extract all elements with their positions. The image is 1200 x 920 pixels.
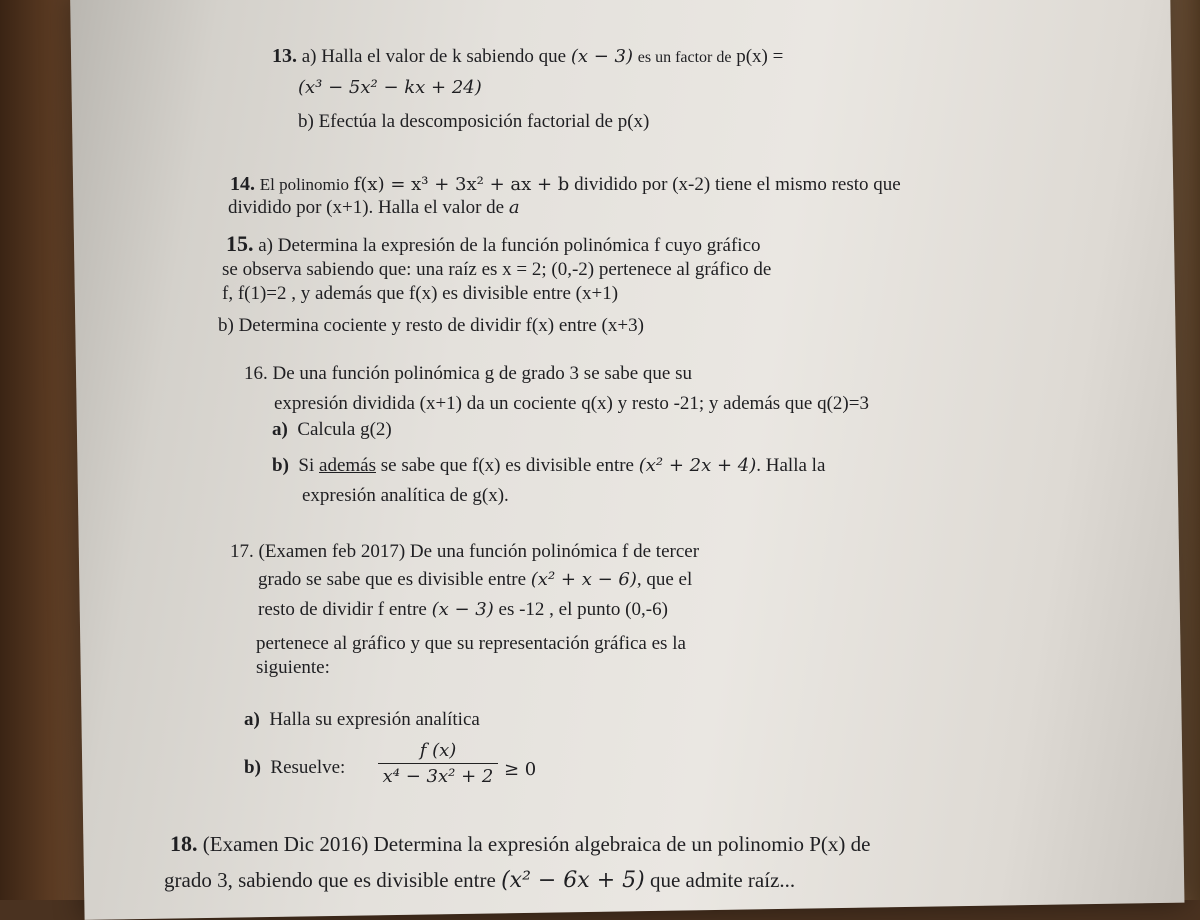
problem-16-b-end: . Halla la	[756, 455, 826, 476]
problem-18-line-2-end: que admite raíz...	[649, 868, 796, 892]
problem-16-line-last: expresión analítica de g(x).	[302, 485, 509, 506]
problem-17-line-2	[258, 568, 692, 592]
problem-17-line-2-end: , que el	[636, 569, 693, 590]
problem-16-line-1: 16. De una función polinómica g de grado 3 se sabe que su	[244, 363, 692, 384]
problem-17-numerator: f (x)	[419, 740, 457, 761]
problem-17-line-3-poly: (x − 3)	[431, 599, 494, 620]
problem-15-line-4: b) Determina cociente y resto de dividir f(x) entre (x+3)	[218, 315, 644, 336]
problem-16-a-text: Calcula g(2)	[297, 419, 392, 440]
problem-13-polynomial: (x³ − 5x² − kx + 24)	[298, 77, 482, 98]
problem-16-line-2: expresión dividida (x+1) da un cociente q(x) y resto -21; y además que q(2)=3	[274, 393, 869, 414]
problem-13-a-mid: es un factor de	[637, 49, 732, 66]
problem-16-b-poly: (x² + 2x + 4)	[638, 455, 757, 476]
problem-16-b-ademas: además	[319, 455, 376, 476]
problem-16-b-label: b)	[272, 455, 289, 476]
problem-17-b	[244, 756, 345, 780]
problem-17-a-text: Halla su expresión analítica	[269, 709, 480, 730]
problem-13-number: 13.	[272, 45, 297, 67]
problem-14-fx: f(x) = x³ + 3x² + ax + b	[353, 174, 570, 195]
problem-18-line-2	[164, 868, 795, 893]
problem-17-inequality: ≥ 0	[504, 759, 537, 780]
problem-13-px: p(x) =	[736, 46, 784, 67]
problem-17-fraction	[378, 740, 498, 787]
problem-18-number: 18.	[170, 831, 198, 856]
problem-16-a-label: a)	[272, 419, 288, 440]
problem-17-b-label: b)	[244, 757, 261, 778]
problem-13-b: b) Efectúa la descomposición factorial de p(x)	[298, 111, 650, 132]
problem-16-b-text: se sabe que f(x) es divisible entre	[380, 455, 634, 476]
problem-18-line-1	[170, 832, 870, 856]
problem-14-var: a	[508, 197, 520, 218]
problem-14-number: 14.	[230, 173, 255, 195]
problem-14-line-1-end: dividido por (x-2) tiene el mismo resto que	[574, 174, 901, 195]
problem-14-line-2	[228, 196, 520, 220]
problem-15-line-1	[226, 232, 761, 258]
problem-14-line-2-text: dividido por (x+1). Halla el valor de	[228, 197, 505, 218]
problem-17-line-2-text: grado se sabe que es divisible entre	[258, 569, 527, 590]
problem-16-b	[272, 454, 825, 478]
problem-16-a	[272, 418, 392, 442]
problem-17-line-3-end: es -12 , el punto (0,-6)	[498, 599, 668, 620]
problem-17-denominator: x⁴ − 3x² + 2	[382, 766, 494, 787]
problem-17-line-3	[258, 598, 668, 622]
problem-13-a-intro: a) Halla el valor de k sabiendo que	[301, 46, 567, 67]
problem-13-factor: (x − 3)	[570, 46, 633, 67]
problem-15-number: 15.	[226, 231, 254, 256]
problem-15-line-2: se observa sabiendo que: una raíz es x = 2; (0,-2) pertenece al gráfico de	[222, 259, 772, 280]
problem-13-line-1	[272, 44, 783, 70]
problem-17-a	[244, 708, 480, 732]
problem-17-line-5: siguiente:	[256, 657, 330, 678]
problem-15-line-3: f, f(1)=2 , y además que f(x) es divisible entre (x+1)	[222, 283, 619, 304]
problem-15-line-1-text: a) Determina la expresión de la función polinómica f cuyo gráfico	[258, 235, 761, 256]
problem-16-b-si: Si	[298, 455, 315, 476]
problem-18-line-2-text: grado 3, sabiendo que es divisible entre	[164, 868, 496, 892]
problem-17-line-3-text: resto de dividir f entre	[258, 599, 427, 620]
problem-17-a-label: a)	[244, 709, 260, 730]
problem-17-line-1: 17. (Examen feb 2017) De una función polinómica f de tercer	[230, 541, 700, 562]
problem-18-line-1-text: (Examen Dic 2016) Determina la expresión algebraica de un polinomio P(x) de	[202, 832, 871, 856]
problem-18-line-2-poly: (x² − 6x + 5)	[501, 868, 645, 893]
problem-17-b-text: Resuelve:	[270, 757, 346, 778]
problem-14-line-1	[230, 172, 901, 197]
problem-14-intro: El polinomio	[259, 175, 349, 194]
problem-17-line-4: pertenece al gráfico y que su representación gráfica es la	[256, 633, 686, 654]
problem-17-line-2-poly: (x² + x − 6)	[530, 569, 637, 590]
